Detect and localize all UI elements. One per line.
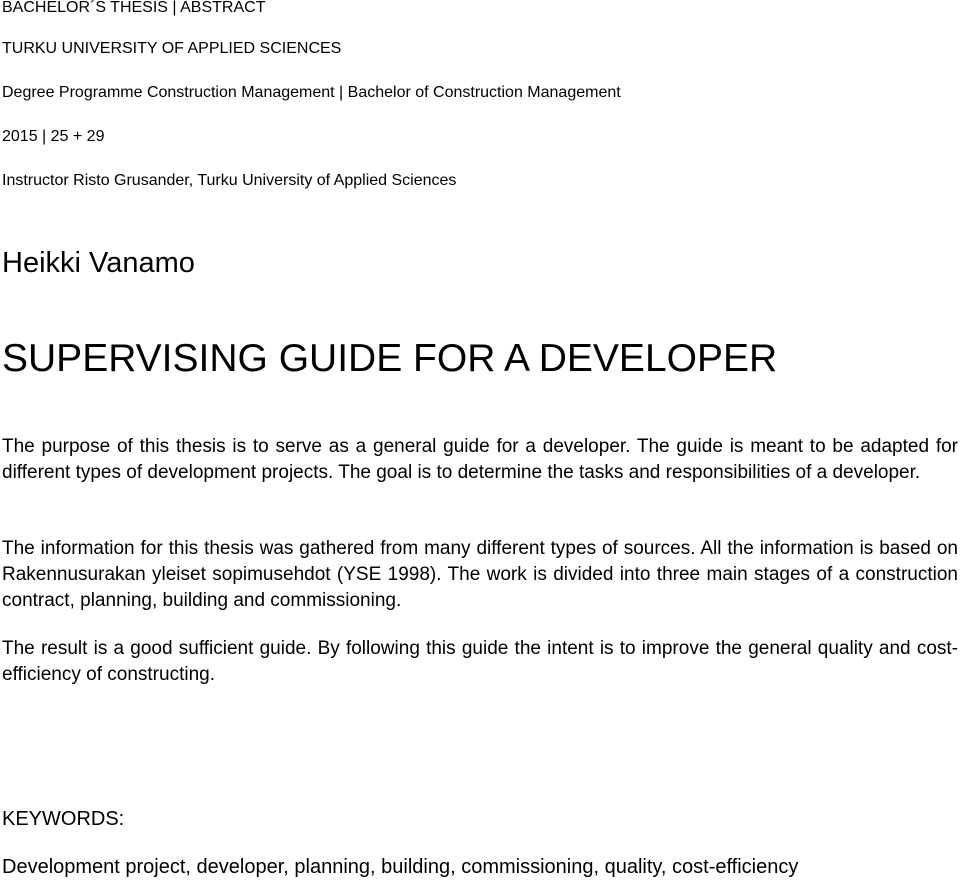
degree-line: Degree Programme Construction Management | Bachelor of Construction Management [2,84,621,101]
thesis-title: SUPERVISING GUIDE FOR A DEVELOPER [2,337,778,380]
abstract-paragraph-1: The purpose of this thesis is to serve as a general guide for a developer. The guide is meant to be adapted for different types of development projects. The goal is to determine the tasks and responsibilities of a developer. [2,436,958,483]
author-name: Heikki Vanamo [2,247,195,279]
thesis-type-line: BACHELOR´S THESIS | ABSTRACT [2,0,266,16]
keywords-value: Development project, developer, planning, building, commissioning, quality, cost-efficiency [2,856,799,878]
abstract-paragraph-2: The information for this thesis was gathered from many different types of sources. All the information is based on Rakennusurakan yleiset sopimusehdot (YSE 1998). The work is divided into three main stages of a construction contract, planning, building and commissioning. [2,538,958,611]
abstract-paragraph-3: The result is a good sufficient guide. By following this guide the intent is to improve the general quality and cost-efficiency of constructing. [2,638,958,685]
year-pages-line: 2015 | 25 + 29 [2,128,105,145]
university-line: TURKU UNIVERSITY OF APPLIED SCIENCES [2,40,342,57]
instructor-line: Instructor Risto Grusander, Turku University of Applied Sciences [2,172,457,189]
keywords-label: KEYWORDS: [2,808,125,830]
